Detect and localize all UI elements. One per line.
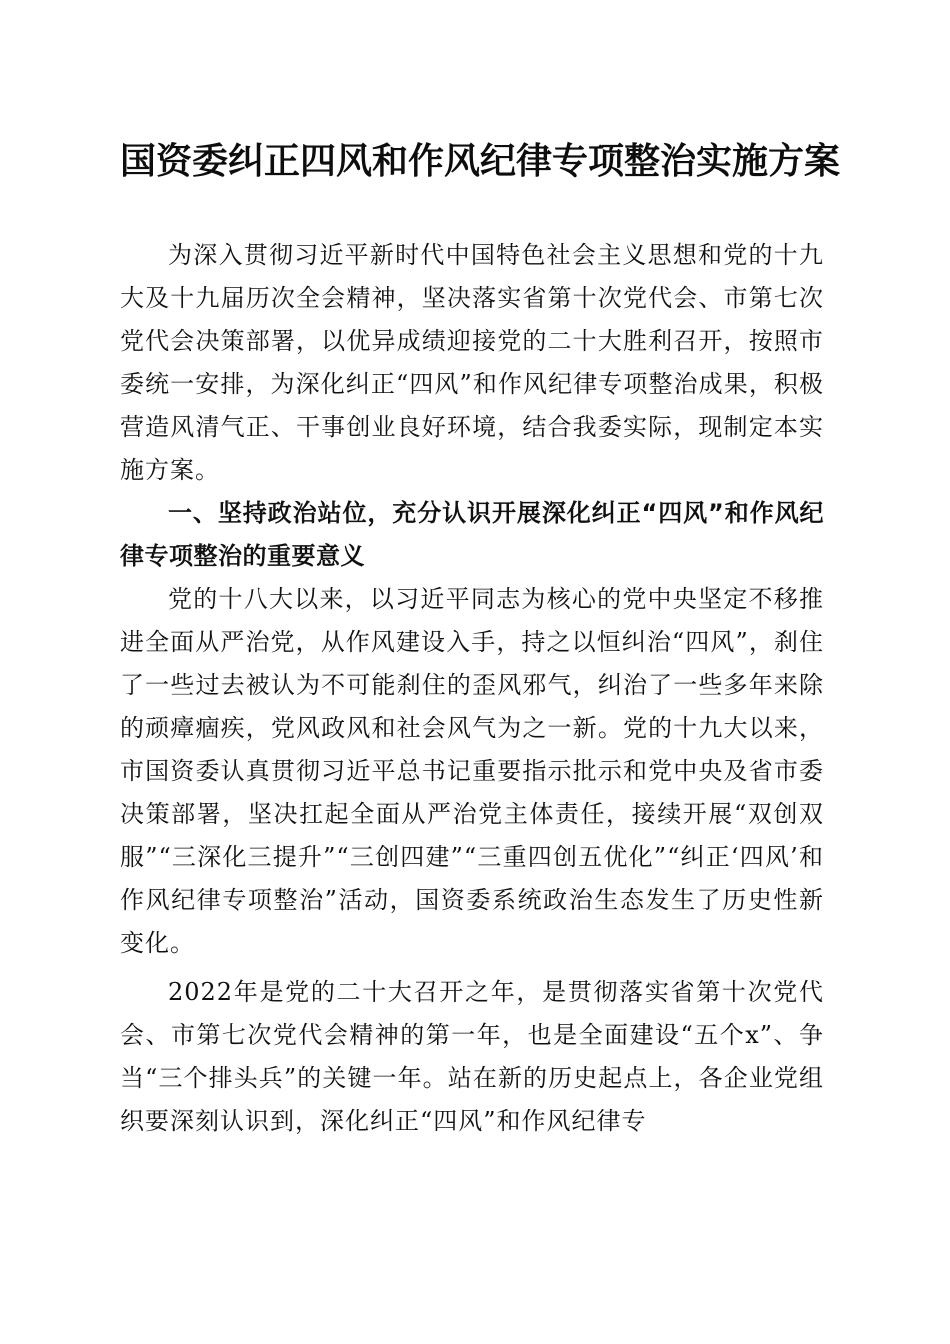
body-paragraph-2: 2022年是党的二十大召开之年，是贯彻落实省第十次党代会、市第七次党代会精神的第一年，也是全面建设“五个x”、争当“三个排头兵”的关键一年。站在新的历史起点上，各企业党组织要深刻认识到，深化纠正“四风”和作风纪律专: [120, 978, 824, 1135]
document-page: [120, 126, 841, 1143]
body-paragraph-1: 党的十八大以来，以习近平同志为核心的党中央坚定不移推进全面从严治党，从作风建设入手，持之以恒纠治“四风”，刹住了一些过去被认为不可能刹住的歪风邪气，纠治了一些多年来除的顽瘴痼疾，党风政风和社会风气为之一新。党的十九大以来，市国资委认真贯彻习近平总书记重要指示批示和党中央及省市委决策部署，坚决扛起全面从严治党主体责任，接续开展“双创双服”“三深化三提升”“三创四建”“三重四创五优化”“纠正‘四风’和作风纪律专项整治”活动，国资委系统政治生态发生了历史性新变化。: [120, 585, 824, 957]
section-heading-1: 一、坚持政治站位，充分认识开展深化纠正“四风”和作风纪律专项整治的重要意义: [120, 499, 824, 570]
document-body: [120, 234, 824, 1143]
intro-paragraph: 为深入贯彻习近平新时代中国特色社会主义思想和党的十九大及十九届历次全会精神，坚决落实省第十次党代会、市第七次党代会决策部署，以优异成绩迎接党的二十大胜利召开，按照市委统一安排，为深化纠正“四风”和作风纪律专项整治成果，积极营造风清气正、干事创业良好环境，结合我委实际，现制定本实施方案。: [120, 241, 824, 484]
document-title: 国资委纠正四风和作风纪律专项整治实施方案: [120, 140, 841, 182]
